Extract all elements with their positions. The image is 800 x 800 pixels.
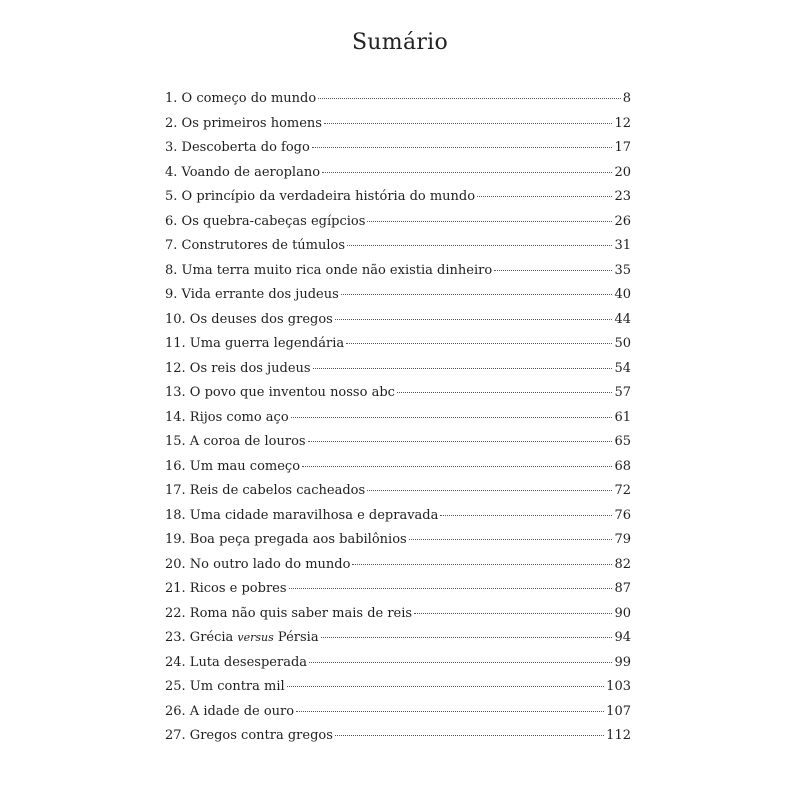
toc-entry-page: 79 xyxy=(614,532,631,547)
toc-entry-page: 23 xyxy=(614,189,631,204)
dot-leader xyxy=(312,147,613,148)
toc-entry xyxy=(165,312,631,337)
toc-entry xyxy=(165,557,631,582)
toc-entry xyxy=(165,508,631,533)
toc-entry-page: 76 xyxy=(614,507,631,523)
dot-leader xyxy=(296,711,604,712)
toc-entry xyxy=(165,189,631,214)
toc-entry-page: 94 xyxy=(614,630,631,645)
dot-leader xyxy=(367,490,612,491)
toc-entry-title: 22. Roma não quis saber mais de reis xyxy=(165,605,413,621)
toc-entry-title: 13. O povo que inventou nosso abc xyxy=(165,385,395,400)
toc-entry-title: 3. Descoberta do fogo xyxy=(165,140,310,155)
toc-entry-page: 57 xyxy=(614,385,631,400)
toc-entry xyxy=(165,165,631,190)
toc-entry-page: 31 xyxy=(614,238,631,253)
toc-entry xyxy=(165,434,631,459)
toc-entry-title: 14. Rijos como aço xyxy=(165,409,289,425)
dot-leader xyxy=(335,735,604,736)
dot-leader xyxy=(414,613,612,614)
toc-entry-page: 8 xyxy=(622,91,631,106)
dot-leader xyxy=(367,221,612,222)
toc-entry-page: 50 xyxy=(614,336,631,351)
dot-leader xyxy=(324,123,612,124)
toc-entry-title: 27. Gregos contra gregos xyxy=(165,728,333,743)
toc-entry-page: 17 xyxy=(614,140,631,155)
toc-entry xyxy=(165,606,631,631)
toc-entry-title-start: 23. Grécia xyxy=(165,630,238,645)
toc-entry-page: 87 xyxy=(614,581,631,596)
toc-entry-page: 44 xyxy=(614,311,631,327)
toc-entry-title: 18. Uma cidade maravilhosa e depravada xyxy=(165,507,439,523)
toc-entry xyxy=(165,679,631,704)
toc-entry-page: 90 xyxy=(614,605,631,621)
toc-entry-page: 61 xyxy=(614,409,631,425)
toc-entry-page: 103 xyxy=(606,679,631,694)
dot-leader xyxy=(341,294,613,295)
toc-entry-title: 7. Construtores de túmulos xyxy=(165,238,346,253)
toc-entry-title: 15. A coroa de louros xyxy=(165,434,306,449)
toc-entry-title: 21. Ricos e pobres xyxy=(165,581,287,596)
dot-leader xyxy=(321,637,613,638)
page-title: Sumário xyxy=(351,30,449,55)
toc-entry-title: 20. No outro lado do mundo xyxy=(165,556,351,572)
toc-entry xyxy=(165,361,631,386)
toc-entry-page: 99 xyxy=(614,654,631,670)
toc-entry-page: 68 xyxy=(614,458,631,474)
toc-entry xyxy=(165,116,631,141)
toc-entry xyxy=(165,459,631,484)
dot-leader xyxy=(308,441,613,442)
toc-entry-title: 26. A idade de ouro xyxy=(165,703,295,719)
toc-entry xyxy=(165,655,631,680)
toc-entry-page: 72 xyxy=(614,483,631,498)
toc-entry-page: 65 xyxy=(614,434,631,449)
toc-entry-title: 2. Os primeiros homens xyxy=(165,115,322,131)
toc-entry-title: 24. Luta desesperada xyxy=(165,654,308,670)
toc-entry xyxy=(165,532,631,557)
toc-entry-title: 4. Voando de aeroplano xyxy=(165,164,321,180)
toc-entry xyxy=(165,263,631,288)
toc-entry xyxy=(165,704,631,729)
toc-entry-page: 107 xyxy=(606,703,631,719)
dot-leader xyxy=(318,98,621,99)
dot-leader xyxy=(397,392,613,393)
toc-entry xyxy=(165,410,631,435)
toc-entry-title: 19. Boa peça pregada aos babilônios xyxy=(165,532,407,547)
toc-entry-title: 5. O princípio da verdadeira história do mundo xyxy=(165,189,476,204)
toc-entry-title: 9. Vida errante dos judeus xyxy=(165,287,339,302)
toc-entry-title: 8. Uma terra muito rica onde não existia dinheiro xyxy=(165,262,493,278)
toc-entry-title: 6. Os quebra-cabeças egípcios xyxy=(165,213,366,229)
toc-entry-page: 112 xyxy=(606,728,631,743)
toc-entry xyxy=(165,214,631,239)
toc-entry xyxy=(165,581,631,606)
dot-leader xyxy=(302,466,612,467)
toc-entry xyxy=(165,483,631,508)
toc-entry xyxy=(165,385,631,410)
toc-entry-title: 1. O começo do mundo xyxy=(165,91,317,106)
toc-entry-title: 16. Um mau começo xyxy=(165,458,301,474)
dot-leader xyxy=(352,564,612,565)
dot-leader xyxy=(289,588,613,589)
toc-entry-title: 25. Um contra mil xyxy=(165,679,285,694)
toc-entry-title-end: Pérsia xyxy=(273,630,319,645)
dot-leader xyxy=(313,368,613,369)
dot-leader xyxy=(335,319,613,320)
toc-entry-title: 12. Os reis dos judeus xyxy=(165,360,311,376)
toc-entry-title-italic: versus xyxy=(237,631,274,644)
dot-leader xyxy=(347,245,612,246)
dot-leader xyxy=(287,686,605,687)
toc-entry-page: 12 xyxy=(614,115,631,131)
dot-leader xyxy=(346,343,612,344)
toc-entry-title: 17. Reis de cabelos cacheados xyxy=(165,483,366,498)
toc-entry-page: 20 xyxy=(614,164,631,180)
toc-entry-page: 35 xyxy=(614,262,631,278)
toc-entry-title xyxy=(165,630,319,645)
table-of-contents xyxy=(165,91,631,753)
toc-entry xyxy=(165,728,631,753)
dot-leader xyxy=(440,515,612,516)
toc-entry-page: 54 xyxy=(614,360,631,376)
dot-leader xyxy=(477,196,612,197)
dot-leader xyxy=(291,417,613,418)
dot-leader xyxy=(322,172,612,173)
toc-entry xyxy=(165,91,631,116)
toc-entry-page: 82 xyxy=(614,556,631,572)
toc-entry-title: 11. Uma guerra legendária xyxy=(165,336,345,351)
toc-entry xyxy=(165,287,631,312)
toc-entry xyxy=(165,630,631,655)
toc-entry xyxy=(165,238,631,263)
toc-entry-page: 26 xyxy=(614,213,631,229)
dot-leader xyxy=(494,270,612,271)
dot-leader xyxy=(409,539,613,540)
toc-entry-title: 10. Os deuses dos gregos xyxy=(165,311,333,327)
dot-leader xyxy=(309,662,612,663)
toc-entry xyxy=(165,140,631,165)
toc-entry-page: 40 xyxy=(614,287,631,302)
toc-entry xyxy=(165,336,631,361)
